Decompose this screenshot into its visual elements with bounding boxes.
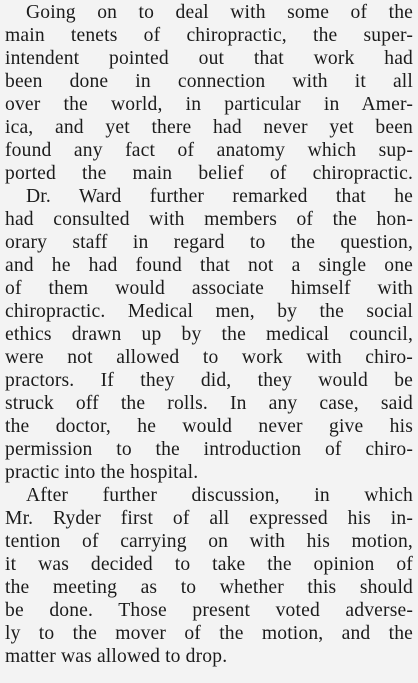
text-line: orary staff in regard to the question, xyxy=(5,232,413,253)
text-line: tention of carrying on with his motion, xyxy=(5,531,413,552)
text-line: ica, and yet there had never yet been xyxy=(5,117,413,138)
text-line: ethics drawn up by the medical council, xyxy=(5,324,413,345)
text-line: practors. If they did, they would be xyxy=(5,370,413,391)
text-line: over the world, in particular in Amer- xyxy=(5,94,413,115)
text-line: ported the main belief of chiropractic. xyxy=(5,163,413,184)
text-line: found any fact of anatomy which sup- xyxy=(5,140,413,161)
text-line: were not allowed to work with chiro- xyxy=(5,347,413,368)
text-line: ly to the mover of the motion, and the xyxy=(5,623,413,644)
text-line: matter was allowed to drop. xyxy=(5,646,228,667)
text-line: Going on to deal with some of the xyxy=(26,2,413,23)
text-line: After further discussion, in which xyxy=(26,485,413,506)
text-line: permission to the introduction of chiro- xyxy=(5,439,413,460)
text-line: of them would associate himself with xyxy=(5,278,413,299)
text-line: the meeting as to whether this should xyxy=(5,577,413,598)
text-line: it was decided to take the opinion of xyxy=(5,554,413,575)
text-line: had consulted with members of the hon- xyxy=(5,209,413,230)
text-line: chiropractic. Medical men, by the social xyxy=(5,301,413,322)
text-line: intendent pointed out that work had xyxy=(5,48,413,69)
text-line: Dr. Ward further remarked that he xyxy=(26,186,413,207)
text-line: practic into the hospital. xyxy=(5,462,199,483)
text-line: struck off the rolls. In any case, said xyxy=(5,393,413,414)
text-line: be done. Those present voted adverse- xyxy=(5,600,413,621)
text-line: been done in connection with it all xyxy=(5,71,413,92)
text-line: Mr. Ryder first of all expressed his in- xyxy=(5,508,413,529)
text-line: the doctor, he would never give his xyxy=(5,416,413,437)
text-line: and he had found that not a single one xyxy=(5,255,413,276)
text-line: main tenets of chiropractic, the super- xyxy=(5,25,413,46)
